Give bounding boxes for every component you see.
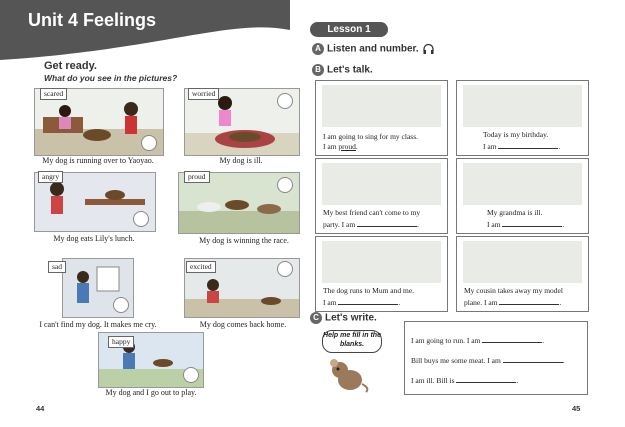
section-letter-c: C (310, 312, 322, 324)
panel-line (483, 140, 583, 152)
answer-prefix: I am (487, 220, 503, 229)
panel-illustration (463, 85, 582, 127)
write-line (411, 374, 518, 385)
answer-suffix: . (417, 220, 419, 229)
picture-sad (62, 258, 134, 318)
answer-blank[interactable] (499, 296, 562, 307)
panel-illustration (322, 163, 441, 205)
answer-prefix: I am (323, 298, 339, 307)
headphones-icon[interactable] (423, 44, 434, 54)
mouse-mascot-illustration (326, 354, 370, 394)
picture-tag-excited: excited (186, 261, 216, 273)
write-line (411, 354, 565, 365)
caption-scared: My dog is running over to Yaoyao. (42, 156, 154, 165)
question-text: What do you see in the pictures? (44, 73, 178, 83)
panel-illustration (322, 85, 441, 127)
lesson-pill: Lesson 1 (310, 22, 388, 37)
answer-prefix: I am (483, 142, 499, 151)
section-a-heading (312, 43, 434, 55)
panel-text (487, 208, 583, 230)
answer-suffix: . (562, 220, 565, 229)
talk-panel (315, 158, 448, 234)
write-box (404, 321, 588, 395)
unit-title: Unit 4 Feelings (28, 10, 157, 30)
panel-line: Today is my birthday. (483, 130, 549, 139)
panel-line: I am going to sing for my class. (323, 132, 418, 141)
answer-circle[interactable] (277, 261, 293, 277)
answer-blank[interactable] (502, 218, 565, 229)
panel-line (464, 296, 583, 308)
answer-prefix: plane. I am (464, 298, 500, 307)
picture-tag-angry: angry (38, 171, 63, 183)
answer-suffix: . (398, 298, 401, 307)
caption-proud: My dog is winning the race. (199, 236, 289, 245)
talk-panel (456, 236, 589, 312)
caption-happy: My dog and I go out to play. (105, 388, 197, 397)
answer-circle[interactable] (183, 367, 199, 383)
section-c-title: Let's write. (325, 312, 377, 324)
caption-excited: My dog comes back home. (199, 320, 287, 329)
panel-text (323, 208, 442, 230)
panel-text (464, 286, 583, 308)
answer-circle[interactable] (277, 177, 293, 193)
get-ready-heading: Get ready. (44, 60, 97, 72)
talk-panel (315, 236, 448, 312)
answer-blank[interactable] (482, 334, 545, 345)
panel-line (323, 218, 442, 230)
answer-blank[interactable] (456, 374, 519, 385)
panel-illustration (463, 241, 582, 283)
page-number-left: 44 (36, 404, 45, 413)
write-prefix: I am going to run. I am (411, 336, 483, 345)
panel-illustration (463, 163, 582, 205)
answer-suffix: . (558, 142, 561, 151)
answer-blank[interactable] (338, 296, 401, 307)
section-b-title: Let's talk. (327, 64, 373, 76)
write-prefix: Bill buys me some meat. I am (411, 356, 503, 365)
picture-tag-proud: proud (184, 171, 210, 183)
answer-blank[interactable] (357, 218, 417, 227)
page-number-right: 45 (572, 404, 581, 413)
panel-line: The dog runs to Mum and me. (323, 286, 415, 295)
panel-line (323, 142, 442, 152)
caption-worried: My dog is ill. (219, 156, 263, 165)
answer-suffix: . (559, 298, 562, 307)
answer-circle[interactable] (113, 297, 129, 313)
section-letter-a: A (312, 43, 324, 55)
section-c-heading (310, 312, 377, 324)
caption-sad: I can't find my dog. It makes me cry. (39, 320, 157, 329)
section-letter-b: B (312, 64, 324, 76)
talk-panel (315, 80, 448, 156)
caption-angry: My dog eats Lily's lunch. (53, 234, 135, 243)
panel-line: My grandma is ill. (487, 208, 543, 217)
write-suffix: . (516, 376, 519, 385)
talk-panel (456, 158, 589, 234)
write-prefix: I am ill. Bill is (411, 376, 457, 385)
answer-prefix: I am (323, 142, 339, 151)
panel-text (323, 132, 442, 152)
panel-text (323, 286, 442, 308)
panel-illustration (322, 241, 441, 283)
panel-line: My best friend can't come to my (323, 208, 421, 217)
section-b-heading (312, 64, 373, 76)
panel-line (487, 218, 583, 230)
answer-blank[interactable] (503, 354, 563, 363)
answer-circle[interactable] (133, 211, 149, 227)
picture-tag-scared: scared (40, 88, 67, 100)
answer-circle[interactable] (277, 93, 293, 109)
section-a-title: Listen and number. (327, 43, 419, 55)
answer-circle[interactable] (141, 135, 157, 151)
talk-panel (456, 80, 589, 156)
answer-suffix: . (355, 142, 358, 151)
write-suffix: . (542, 336, 545, 345)
answer-blank[interactable] (498, 140, 561, 151)
answer-prefix: party. I am (323, 220, 358, 229)
write-suffix: . (562, 356, 565, 365)
panel-text (483, 130, 583, 152)
picture-tag-happy: happy (108, 336, 134, 348)
picture-tag-sad: sad (48, 261, 66, 273)
panel-line (323, 296, 442, 308)
answer-example: proud (338, 142, 356, 151)
write-line (411, 334, 544, 345)
help-speech-bubble: Help me fill in the blanks. (322, 330, 382, 353)
picture-tag-worried: worried (188, 88, 219, 100)
panel-line: My cousin takes away my model (464, 286, 563, 295)
